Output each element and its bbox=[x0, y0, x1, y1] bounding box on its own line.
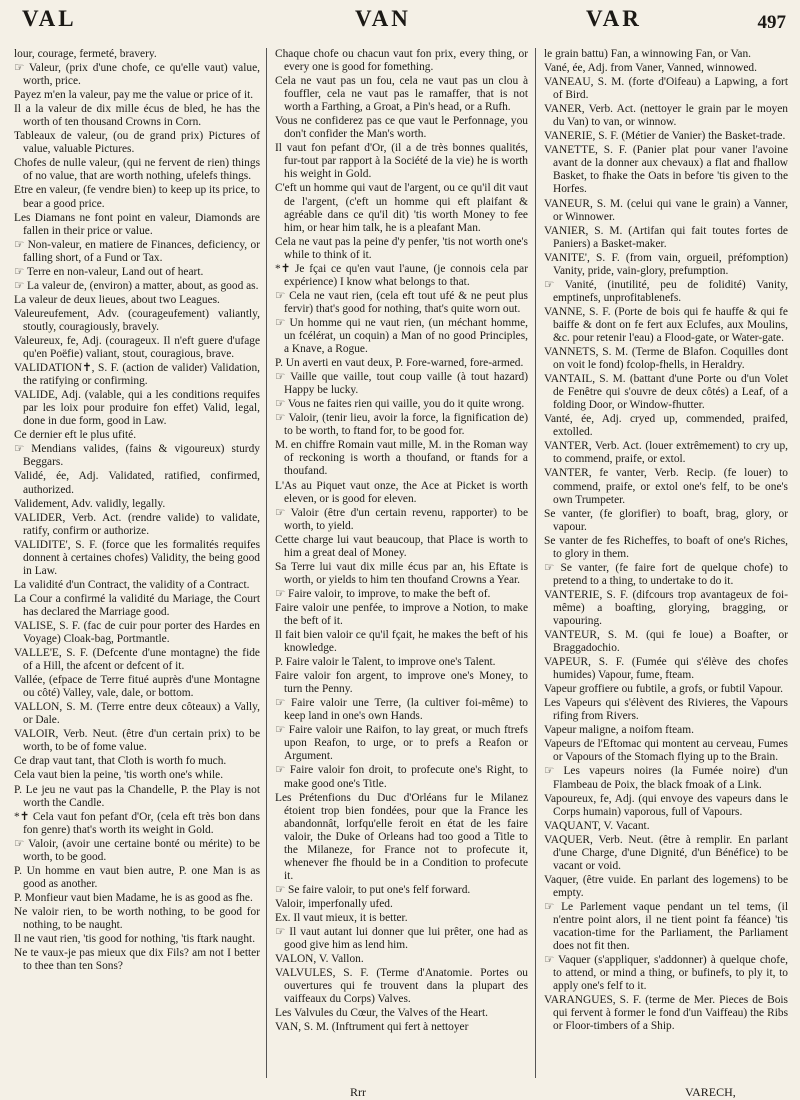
dictionary-entry: ☞ Il vaut autant lui donner que lui prêter, one had as good give him as lend him. bbox=[275, 926, 528, 952]
dictionary-entry: ☞ La valeur de, (environ) a matter, about, as good as. bbox=[14, 279, 259, 292]
dictionary-entry: ☞ Terre en non-valeur, Land out of heart. bbox=[14, 265, 204, 278]
dictionary-entry: ☞ Mendians valides, (fains & vigoureux) sturdy Beggars. bbox=[14, 443, 260, 469]
dictionary-entry: Chofes de nulle valeur, (qui ne fervent de rien) things of no value, that are worth nothing, ufelefs things. bbox=[14, 157, 260, 183]
header-guide-word-right: VAR bbox=[586, 6, 642, 31]
dictionary-entry: Cela ne vaut pas un fou, cela ne vaut pas un clou à fouffler, cela ne vaut pas le ramaffer, that is not worth a Farthing, a Groat, a Pin's head, or a Rufh. bbox=[275, 75, 528, 114]
dictionary-entry: VANEAU, S. M. (forte d'Oifeau) a Lapwing, a fort of Bird. bbox=[544, 76, 788, 102]
dictionary-entry: VANNE, S. F. (Porte de bois qui fe hauffe & qui fe baiffe & dont on fe fert aux Eclufes, aux Moulins, &c. pour retenir l'eau) a Flood-gate, or Water-gate. bbox=[544, 305, 788, 344]
dictionary-entry: Cela vaut bien la peine, 'tis worth one's while. bbox=[14, 769, 224, 782]
dictionary-entry: Les Valvules du Cœur, the Valves of the Heart. bbox=[275, 1007, 488, 1020]
dictionary-entry: Se vanter, (fe glorifier) to boaft, brag, glory, or vapour. bbox=[544, 507, 788, 533]
dictionary-entry: Vapoureux, fe, Adj. (qui envoye des vapeurs dans le Corps humain) vaporous, full of Vapours. bbox=[544, 792, 788, 818]
dictionary-entry: *✝ Cela vaut fon pefant d'Or, (cela eft très bon dans fon genre) that's worth its weight in Gold. bbox=[14, 810, 260, 836]
dictionary-entry: VANTAIL, S. M. (battant d'une Porte ou d'un Volet de Fenêtre qui s'ouvre de deux côtés) a Leaf, of a folding Door, or Window-fhutter. bbox=[544, 373, 788, 412]
dictionary-entry: P. Monfieur vaut bien Madame, he is as good as fhe. bbox=[14, 891, 253, 904]
dictionary-entry: P. Un homme en vaut bien autre, P. one Man is as good as another. bbox=[14, 864, 260, 890]
dictionary-entry: VANTER, fe vanter, Verb. Recip. (fe louer) to commend, praife, or extol one's felf, to be one's own Trumpeter. bbox=[544, 467, 788, 506]
dictionary-entry: Les Prétenfions du Duc d'Orléans fur le Milanez étoient trop bien fondées, pour que la France les abandonnât, lorfqu'elle feroit en état de les faire valoir, the Duke of Orleans had too good a Title to the Milaneze, for France not to profecute it, whenever fhe fhould be in a Condition to profecute it. bbox=[275, 791, 528, 882]
dictionary-entry: ☞ Un homme qui ne vaut rien, (un méchant homme, un fcélérat, un coquin) a Man of no good Principles, a Knave, a Rogue. bbox=[275, 316, 528, 356]
dictionary-entry: La valeur de deux lieues, about two Leagues. bbox=[14, 293, 220, 306]
dictionary-entry: VALLON, S. M. (Terre entre deux côteaux) a Vally, or Dale. bbox=[14, 701, 260, 727]
dictionary-entry: ☞ Cela ne vaut rien, (cela eft tout ufé & ne peut plus fervir) that's good for nothing, that's quite worn out. bbox=[275, 289, 528, 315]
dictionary-entry: ☞ Faire valoir une Terre, (la cultiver foi-même) to keep land in one's own Hands. bbox=[275, 697, 528, 723]
dictionary-entry: ☞ Vaquer (s'appliquer, s'addonner) à quelque chofe, to attend, or mind a thing, or bufinefs, to ply it, to apply one's felf to it. bbox=[544, 954, 788, 993]
dictionary-entry: Vallée, (efpace de Terre fitué auprès d'une Montagne ou côté) Valley, vale, dale, or bottom. bbox=[14, 674, 260, 700]
dictionary-entry: ☞ Faire valoir fon droit, to profecute one's Right, to make good one's Title. bbox=[275, 764, 528, 790]
dictionary-entry: VAQUANT, V. Vacant. bbox=[544, 819, 650, 832]
dictionary-entry: VALIDE, Adj. (valable, qui a les conditions requifes par les loix pour produire fon effet) Valid, legal, done in due form, good in Law. bbox=[14, 389, 260, 428]
dictionary-entry: Valoir, imperfonally ufed. bbox=[275, 897, 393, 910]
dictionary-entry: Cela ne vaut pas la peine d'y penfer, 'tis not worth one's while to think of it. bbox=[275, 235, 528, 261]
dictionary-entry: ☞ Se faire valoir, to put one's felf forward. bbox=[275, 883, 471, 896]
dictionary-entry: Vapeurs de l'Eftomac qui montent au cerveau, Fumes or Vapours of the Stomach flying up to the Brain. bbox=[544, 738, 788, 764]
dictionary-entry: VAQUER, Verb. Neut. (être à remplir. En parlant d'une Charge, d'une Dignité, d'un Bénéfice) to be vacant or void. bbox=[544, 833, 788, 872]
dictionary-entry: VALVULES, S. F. (Terme d'Anatomie. Portes ou ouvertures qui fe trouvent dans la plupart des vaiffeaux du Corps) Valves. bbox=[275, 967, 528, 1006]
dictionary-entry: Vapeur maligne, a noifom fteam. bbox=[544, 724, 694, 737]
dictionary-entry: C'eft un homme qui vaut de l'argent, ou ce qu'il dit vaut de l'argent, (c'eft un homme qui eft plaifant & agréable dans ce qu'il dit) 'tis worth Money to fee him, or hear him talk, he is a pleafant Man. bbox=[275, 182, 528, 234]
dictionary-entry: Vané, ée, Adj. from Vaner, Vanned, winnowed. bbox=[544, 62, 757, 75]
dictionary-entry: Ex. Il vaut mieux, it is better. bbox=[275, 912, 408, 924]
dictionary-entry: Validement, Adv. validly, legally. bbox=[14, 497, 166, 510]
dictionary-entry: Valeureufement, Adv. (courageufement) valiantly, stoutly, couragiously, bravely. bbox=[14, 307, 260, 333]
dictionary-entry: *✝ Je fçai ce qu'en vaut l'aune, (je connois cela par expérience) I know what belongs to that. bbox=[275, 262, 528, 288]
dictionary-entry: ☞ Valoir, (avoir une certaine bonté ou mérite) to be worth, to be good. bbox=[14, 837, 260, 863]
dictionary-entry: Etre en valeur, (fe vendre bien) to keep up its price, to bear a good price. bbox=[14, 184, 260, 210]
dictionary-entry: Il a la valeur de dix mille écus de bled, he has the worth of ten thousand Crowns in Corn. bbox=[14, 103, 260, 129]
dictionary-entry: ☞ Valoir, (tenir lieu, avoir la force, la fignification de) to be worth, to ftand for, to be good for. bbox=[275, 412, 528, 438]
dictionary-entry: VANERIE, S. F. (Métier de Vanier) the Basket-trade. bbox=[544, 130, 786, 143]
dictionary-entry: ☞ Vaille que vaille, tout coup vaille (à tout hazard) Happy be lucky. bbox=[275, 371, 528, 397]
dictionary-entry: P. Un averti en vaut deux, P. Fore-warned, fore-armed. bbox=[275, 357, 524, 370]
dictionary-entry: VAN, S. M. (Inftrument qui fert à nettoyer bbox=[275, 1021, 469, 1034]
dictionary-entry: Tableaux de valeur, (ou de grand prix) Pictures of value, valuable Pictures. bbox=[14, 130, 260, 156]
dictionary-entry: VANTERIE, S. F. (difcours trop avantageux de foi-même) a boafting, glorying, bragging, or vapouring. bbox=[544, 588, 788, 627]
catchword: VARECH, bbox=[685, 1085, 736, 1099]
dictionary-entry: VALIDATION✝, S. F. (action de valider) Validation, the ratifying or confirming. bbox=[14, 362, 260, 388]
dictionary-entry: ☞ Faire valoir, to improve, to make the beft of. bbox=[275, 587, 491, 600]
dictionary-entry: Vapeur groffiere ou fubtile, a grofs, or fubtil Vapour. bbox=[544, 683, 784, 696]
dictionary-entry: VANTEUR, S. M. (qui fe loue) a Boafter, or Braggadochio. bbox=[544, 629, 788, 655]
dictionary-entry: Ce drap vaut tant, that Cloth is worth fo much. bbox=[14, 755, 227, 768]
dictionary-entry: Les Vapeurs qui s'élèvent des Rivieres, the Vapours rifing from Rivers. bbox=[544, 697, 788, 723]
dictionary-entry: M. en chiffre Romain vaut mille, M. in the Roman way of reckoning is worth a thoufand, or ftands for a thoufand. bbox=[275, 439, 528, 478]
column-left bbox=[14, 48, 266, 1078]
dictionary-entry: Chaque chofe ou chacun vaut fon prix, every thing, or every one is good for fomething. bbox=[275, 48, 528, 74]
dictionary-entry: VARANGUES, S. F. (terme de Mer. Pieces de Bois qui fervent à former le fond d'un Vaiffeau) the Ribs or Floor-timbers of a Ship. bbox=[544, 994, 788, 1033]
dictionary-entry: VANTER, Verb. Act. (louer extrêmement) to cry up, to commend, praife, or extol. bbox=[544, 440, 788, 466]
dictionary-entry: VANETTE, S. F. (Panier plat pour vaner l'avoine avant de la donner aux chevaux) a flat and fhallow Basket, to fhake the Oats in before 'tis given to the Horfes. bbox=[544, 144, 788, 196]
dictionary-entry: Il ne vaut rien, 'tis good for nothing, 'tis ftark naught. bbox=[14, 933, 256, 946]
dictionary-entry: Sa Terre lui vaut dix mille écus par an, his Eftate is worth, or yields to him ten thoufand Crowns a Year. bbox=[275, 560, 528, 586]
dictionary-entry: VANEUR, S. M. (celui qui vane le grain) a Vanner, or Winnower. bbox=[544, 197, 788, 223]
signature-mark: Rrr bbox=[350, 1085, 366, 1099]
dictionary-entry: lour, courage, fermeté, bravery. bbox=[14, 48, 157, 60]
dictionary-entry: VALOIR, Verb. Neut. (être d'un certain prix) to be worth, to be of fome value. bbox=[14, 728, 260, 754]
dictionary-entry: La Cour a confirmé la validité du Mariage, the Court has declared the Marriage good. bbox=[14, 592, 260, 618]
dictionary-entry: ☞ Les vapeurs noires (la Fumée noire) d'un Flambeau de Poix, the black fmoak of a Link. bbox=[544, 765, 788, 791]
dictionary-entry: Il vaut fon pefant d'Or, (il a de très bonnes qualités, fur-tout par rapport à la Société de la vie) he is worth his weight in Gold. bbox=[275, 142, 528, 181]
dictionary-entry: VALIDER, Verb. Act. (rendre valide) to validate, ratify, confirm or authorize. bbox=[14, 511, 260, 537]
dictionary-entry: VAPEUR, S. F. (Fumée qui s'élève des chofes humides) Vapour, fume, fteam. bbox=[544, 656, 788, 682]
dictionary-entry: La validité d'un Contract, the validity of a Contract. bbox=[14, 578, 250, 591]
dictionary-entry: VANER, Verb. Act. (nettoyer le grain par le moyen du Van) to van, or winnow. bbox=[544, 103, 788, 129]
dictionary-entry: ☞ Vous ne faites rien qui vaille, you do it quite wrong. bbox=[275, 398, 525, 411]
dictionary-entry: ☞ Se vanter, (fe faire fort de quelque chofe) to pretend to a thing, to undertake to do it. bbox=[544, 561, 788, 587]
column-right bbox=[535, 48, 788, 1078]
dictionary-entry: Payez m'en la valeur, pay me the value or price of it. bbox=[14, 89, 254, 102]
dictionary-entry: ☞ Non-valeur, en matiere de Finances, deficiency, or falling short, of a Fund or Tax. bbox=[14, 238, 260, 264]
dictionary-entry: Faire valoir une penfée, to improve a Notion, to make the beft of it. bbox=[275, 601, 528, 627]
dictionary-entry: P. Le jeu ne vaut pas la Chandelle, P. the Play is not worth the Candle. bbox=[14, 783, 260, 809]
dictionary-entry: Cette charge lui vaut beaucoup, that Place is worth to him a great deal of Money. bbox=[275, 533, 528, 559]
page-number: 497 bbox=[757, 12, 786, 33]
dictionary-entry: VANNETS, S. M. (Terme de Blafon. Coquilles dont on voit le fond) fcolop-fhells, in Heraldry. bbox=[544, 346, 788, 372]
dictionary-entry: Vous ne confiderez pas ce que vaut le Perfonnage, you don't confider the Man's worth. bbox=[275, 115, 528, 141]
dictionary-entry: ☞ Vanité, (inutilité, peu de folidité) Vanity, emptinefs, unprofitablenefs. bbox=[544, 278, 788, 304]
dictionary-entry: Vanté, ée, Adj. cryed up, commended, praifed, extolled. bbox=[544, 413, 788, 439]
dictionary-entry: ☞ Faire valoir une Raifon, to lay great, or much ftrefs upon Reafon, to urge, or to prefs a Reafon or Argument. bbox=[275, 724, 528, 763]
dictionary-entry: le grain battu) Fan, a winnowing Fan, or Van. bbox=[544, 48, 751, 60]
dictionary-entry: Vaquer, (être vuide. En parlant des logemens) to be empty. bbox=[544, 873, 788, 899]
header-guide-word-center: VAN bbox=[355, 6, 411, 31]
dictionary-entry: L'As au Piquet vaut onze, the Ace at Picket is worth eleven, or is good for eleven. bbox=[275, 479, 528, 505]
dictionary-entry: Il fait bien valoir ce qu'il fçait, he makes the beft of his knowledge. bbox=[275, 629, 528, 655]
dictionary-entry: P. Faire valoir le Talent, to improve one's Talent. bbox=[275, 656, 496, 669]
dictionary-entry: VANITE', S. F. (from vain, orgueil, préfomption) Vanity, pride, vain-glory, prefumption. bbox=[544, 251, 788, 277]
dictionary-entry: Faire valoir fon argent, to improve one's Money, to turn the Penny. bbox=[275, 670, 528, 696]
dictionary-entry: VALISE, S. F. (fac de cuir pour porter des Hardes en Voyage) Cloak-bag, Portmantle. bbox=[14, 619, 260, 646]
header-guide-word-left: VAL bbox=[22, 6, 77, 31]
dictionary-entry: ☞ Le Parlement vaque pendant un tel tems, (il n'entre point alors, il ne tient point fa féance) 'tis vacation-time for the Parliament, the Parliament does not fit then. bbox=[544, 900, 788, 953]
dictionary-columns bbox=[14, 48, 788, 1078]
running-header bbox=[0, 6, 800, 46]
dictionary-entry: VALON, V. Vallon. bbox=[275, 953, 364, 966]
dictionary-entry: VANIER, S. M. (Artifan qui fait toutes fortes de Paniers) a Basket-maker. bbox=[544, 224, 788, 250]
dictionary-entry: Les Diamans ne font point en valeur, Diamonds are fallen in their price or value. bbox=[14, 211, 260, 237]
column-middle bbox=[266, 48, 535, 1078]
dictionary-entry: Ce dernier eft le plus ufité. bbox=[14, 429, 137, 442]
dictionary-entry: VALLE'E, S. F. (Defcente d'une montagne) the fide of a Hill, the afcent or defcent of it. bbox=[14, 647, 260, 673]
dictionary-entry: ☞ Valoir (être d'un certain revenu, rapporter) to be worth, to yield. bbox=[275, 506, 528, 532]
dictionary-entry: Ne te vaux-je pas mieux que dix Fils? am not I better to thee than ten Sons? bbox=[14, 947, 260, 973]
dictionary-entry: ☞ Valeur, (prix d'une chofe, ce qu'elle vaut) value, worth, price. bbox=[14, 62, 260, 88]
dictionary-entry: Validé, ée, Adj. Validated, ratified, confirmed, authorized. bbox=[14, 470, 260, 496]
dictionary-entry: Ne valoir rien, to be worth nothing, to be good for nothing, to be naught. bbox=[14, 905, 260, 931]
dictionary-entry: Se vanter de fes Richeffes, to boaft of one's Riches, to glory in them. bbox=[544, 534, 788, 560]
dictionary-entry: VALIDITE', S. F. (force que les formalités requifes donnent à certaines chofes) Validity, the being good in Law. bbox=[14, 538, 260, 577]
dictionary-entry: Valeureux, fe, Adj. (courageux. Il n'eft guere d'ufage qu'en Poëfie) valiant, stout, couragious, brave. bbox=[14, 334, 260, 361]
